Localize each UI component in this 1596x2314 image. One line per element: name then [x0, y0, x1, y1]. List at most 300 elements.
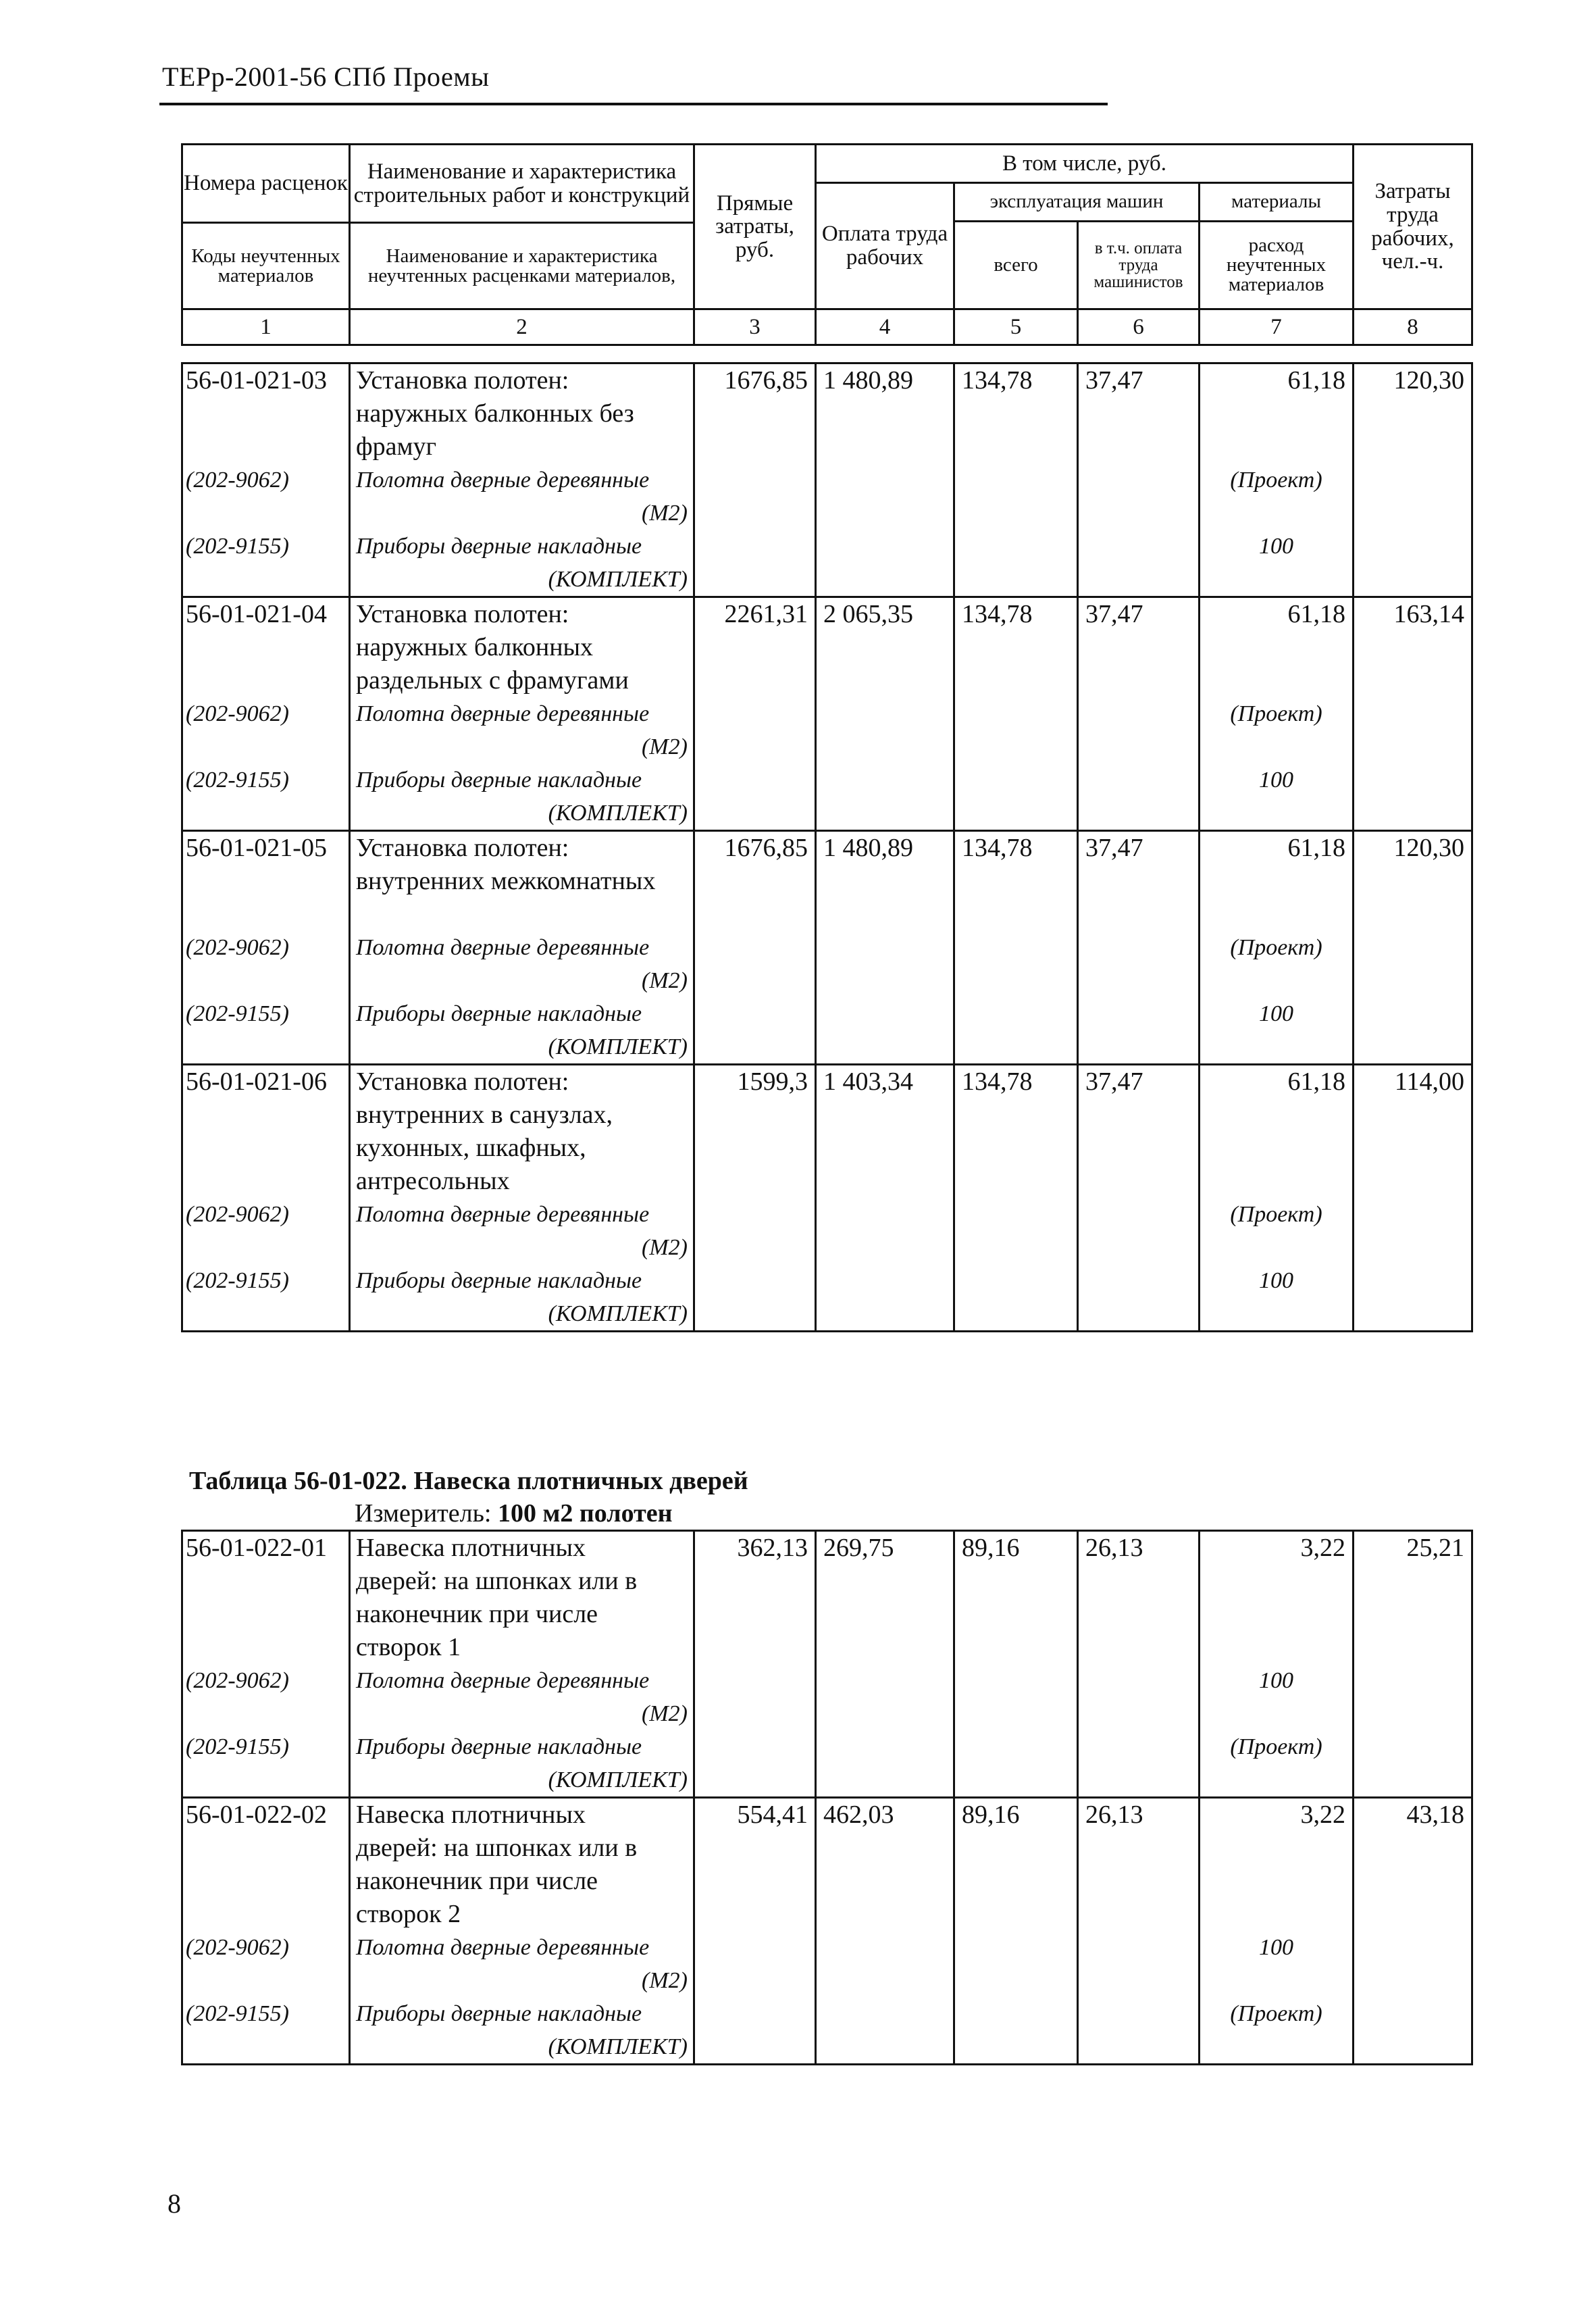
machines-total: 134,78: [954, 831, 1078, 932]
direct-costs: 1599,3: [694, 1065, 816, 1199]
empty-cell: [694, 1763, 816, 1798]
empty-cell: [1078, 1231, 1200, 1264]
empty-cell: [694, 497, 816, 530]
material-name: Полотна дверные деревянные: [350, 931, 694, 964]
material-code: (202-9062): [182, 697, 350, 730]
empty-cell: [816, 563, 954, 597]
empty-cell: [1078, 463, 1200, 497]
empty-cell: [694, 1931, 816, 1964]
rate-name-line: антресольных: [356, 1167, 510, 1195]
rate-name: [350, 363, 694, 464]
material-name: Приборы дверные накладные: [350, 997, 694, 1030]
rate-code: 56-01-021-06: [182, 1065, 350, 1199]
empty-cell: [954, 530, 1078, 563]
machines-total: 134,78: [954, 363, 1078, 464]
material-consumption: 100: [1200, 1931, 1354, 1964]
material-consumption: 100: [1200, 763, 1354, 797]
empty-cell: [1078, 1030, 1200, 1065]
material-code: (202-9062): [182, 931, 350, 964]
rate-row: [182, 597, 1472, 698]
material-consumption: 100: [1200, 1664, 1354, 1697]
col3-header: Прямые затраты, руб.: [694, 145, 816, 309]
empty-cell: [1078, 1763, 1200, 1798]
empty-cell: [816, 1730, 954, 1763]
material-unit: (КОМПЛЕКТ): [350, 1763, 694, 1798]
rate-name-line: наконечник при числе: [356, 1600, 598, 1628]
empty-cell: [1200, 2030, 1354, 2065]
page-header-title: ТЕРр-2001-56 СПб Проемы: [162, 61, 490, 92]
material-row: [182, 1730, 1472, 1763]
header-rule: [159, 103, 1108, 105]
col-number-5: 5: [954, 309, 1078, 345]
empty-cell: [816, 964, 954, 997]
empty-cell: [694, 931, 816, 964]
rate-name-line: внутренних в санузлах,: [356, 1101, 613, 1129]
material-name: Приборы дверные накладные: [350, 1264, 694, 1297]
rate-name-line: Установка полотен:: [356, 600, 569, 628]
col7-header: расход неучтенных материалов: [1200, 221, 1354, 309]
col5-header: всего: [954, 221, 1078, 309]
direct-costs: 1676,85: [694, 363, 816, 464]
material-code: (202-9155): [182, 1730, 350, 1763]
empty-cell: [182, 563, 350, 597]
material-name: Полотна дверные деревянные: [350, 1198, 694, 1231]
col-number-4: 4: [816, 309, 954, 345]
material-name: Полотна дверные деревянные: [350, 463, 694, 497]
rate-row: [182, 1798, 1472, 1932]
empty-cell: [954, 1697, 1078, 1730]
empty-cell: [1078, 1997, 1200, 2030]
empty-cell: [1078, 1198, 1200, 1231]
empty-cell: [954, 763, 1078, 797]
empty-cell: [1078, 997, 1200, 1030]
machinists-pay: 37,47: [1078, 597, 1200, 698]
empty-cell: [1078, 1697, 1200, 1730]
empty-cell: [694, 997, 816, 1030]
empty-cell: [1354, 997, 1472, 1030]
empty-cell: [816, 730, 954, 763]
machines-total: 89,16: [954, 1798, 1078, 1932]
material-unit-row: [182, 1763, 1472, 1798]
empty-cell: [1354, 697, 1472, 730]
material-consumption: (Проект): [1200, 931, 1354, 964]
empty-cell: [694, 463, 816, 497]
empty-cell: [694, 1730, 816, 1763]
empty-cell: [1354, 1697, 1472, 1730]
empty-cell: [1078, 530, 1200, 563]
empty-cell: [694, 1697, 816, 1730]
empty-cell: [1354, 1964, 1472, 1997]
empty-cell: [694, 1030, 816, 1065]
empty-cell: [1078, 964, 1200, 997]
col-number-8: 8: [1354, 309, 1472, 345]
rate-name-line: Установка полотен:: [356, 1067, 569, 1096]
labor-pay: 2 065,35: [816, 597, 954, 698]
empty-cell: [1078, 1664, 1200, 1697]
rate-name-line: наружных балконных без: [356, 399, 634, 428]
rate-code: 56-01-021-05: [182, 831, 350, 932]
empty-cell: [182, 497, 350, 530]
labor-hours: 114,00: [1354, 1065, 1472, 1199]
empty-cell: [182, 1030, 350, 1065]
empty-cell: [954, 563, 1078, 597]
direct-costs: 1676,85: [694, 831, 816, 932]
empty-cell: [816, 1664, 954, 1697]
machinists-pay: 26,13: [1078, 1798, 1200, 1932]
direct-costs: 554,41: [694, 1798, 816, 1932]
empty-cell: [694, 730, 816, 763]
material-code: (202-9062): [182, 463, 350, 497]
rates-table-022: [181, 1530, 1473, 2065]
material-name: Полотна дверные деревянные: [350, 1664, 694, 1697]
labor-pay: 1 403,34: [816, 1065, 954, 1199]
material-name: Приборы дверные накладные: [350, 1997, 694, 2030]
col1-header-bottom: Коды неучтенных материалов: [182, 223, 350, 309]
rate-name: [350, 831, 694, 932]
rate-name-line: створок 2: [356, 1900, 461, 1928]
machines-group-header: эксплуатация машин: [954, 183, 1200, 222]
col1-header-top: Номера расценок: [182, 145, 350, 223]
empty-cell: [816, 763, 954, 797]
machines-total: 89,16: [954, 1531, 1078, 1665]
rate-name: [350, 1065, 694, 1199]
labor-hours: 25,21: [1354, 1531, 1472, 1665]
rate-name-line: раздельных с фрамугами: [356, 666, 629, 695]
labor-hours: 163,14: [1354, 597, 1472, 698]
empty-cell: [1200, 1964, 1354, 1997]
material-name: Приборы дверные накладные: [350, 530, 694, 563]
labor-hours: 120,30: [1354, 363, 1472, 464]
empty-cell: [1354, 1264, 1472, 1297]
col2-header-top: Наименование и характеристика строительных работ и конструкций: [350, 145, 694, 223]
material-row: [182, 1997, 1472, 2030]
material-row: [182, 763, 1472, 797]
material-unit-row: [182, 1030, 1472, 1065]
empty-cell: [694, 1297, 816, 1332]
col6-header: в т.ч. оплата труда машинистов: [1078, 221, 1200, 309]
material-unit: (М2): [350, 497, 694, 530]
empty-cell: [816, 1997, 954, 2030]
materials-cost: 61,18: [1200, 597, 1354, 698]
empty-cell: [1354, 964, 1472, 997]
empty-cell: [954, 497, 1078, 530]
material-unit-row: [182, 497, 1472, 530]
materials-cost: 61,18: [1200, 1065, 1354, 1199]
material-consumption: (Проект): [1200, 1997, 1354, 2030]
empty-cell: [182, 1231, 350, 1264]
machinists-pay: 37,47: [1078, 831, 1200, 932]
material-row: [182, 530, 1472, 563]
empty-cell: [816, 697, 954, 730]
empty-cell: [182, 797, 350, 831]
empty-cell: [954, 2030, 1078, 2065]
material-unit: (КОМПЛЕКТ): [350, 563, 694, 597]
empty-cell: [816, 530, 954, 563]
empty-cell: [1354, 1730, 1472, 1763]
machines-total: 134,78: [954, 1065, 1078, 1199]
rate-name-line: наружных балконных: [356, 633, 594, 661]
material-unit-row: [182, 2030, 1472, 2065]
material-code: (202-9155): [182, 997, 350, 1030]
material-row: [182, 1931, 1472, 1964]
empty-cell: [1078, 1730, 1200, 1763]
empty-cell: [816, 797, 954, 831]
empty-cell: [816, 1297, 954, 1332]
labor-pay: 1 480,89: [816, 831, 954, 932]
empty-cell: [1354, 1931, 1472, 1964]
empty-cell: [182, 1297, 350, 1332]
rate-code: 56-01-021-04: [182, 597, 350, 698]
empty-cell: [1354, 463, 1472, 497]
rate-name: [350, 1531, 694, 1665]
machinists-pay: 37,47: [1078, 363, 1200, 464]
material-unit: (М2): [350, 964, 694, 997]
empty-cell: [1354, 563, 1472, 597]
empty-cell: [954, 1997, 1078, 2030]
empty-cell: [1078, 1264, 1200, 1297]
rate-name-line: Навеска плотничных: [356, 1534, 586, 1562]
empty-cell: [816, 997, 954, 1030]
empty-cell: [1354, 2030, 1472, 2065]
empty-cell: [1078, 697, 1200, 730]
material-unit: (М2): [350, 1964, 694, 1997]
empty-cell: [954, 1030, 1078, 1065]
labor-hours: 120,30: [1354, 831, 1472, 932]
empty-cell: [1200, 1030, 1354, 1065]
empty-cell: [954, 1231, 1078, 1264]
material-unit: (КОМПЛЕКТ): [350, 1297, 694, 1332]
empty-cell: [694, 1997, 816, 2030]
empty-cell: [694, 563, 816, 597]
material-code: (202-9155): [182, 1264, 350, 1297]
empty-cell: [1200, 563, 1354, 597]
empty-cell: [694, 1231, 816, 1264]
empty-cell: [954, 1264, 1078, 1297]
rate-row: [182, 363, 1472, 464]
material-code: (202-9155): [182, 763, 350, 797]
rate-row: [182, 1065, 1472, 1199]
materials-cost: 61,18: [1200, 831, 1354, 932]
empty-cell: [816, 1964, 954, 1997]
material-unit-row: [182, 1231, 1472, 1264]
material-code: (202-9062): [182, 1198, 350, 1231]
material-unit-row: [182, 964, 1472, 997]
empty-cell: [954, 1931, 1078, 1964]
measure-label: Измеритель:: [355, 1499, 498, 1528]
labor-pay: 1 480,89: [816, 363, 954, 464]
empty-cell: [954, 697, 1078, 730]
empty-cell: [816, 1763, 954, 1798]
material-consumption: 100: [1200, 530, 1354, 563]
labor-pay: 462,03: [816, 1798, 954, 1932]
rate-row: [182, 1531, 1472, 1665]
material-row: [182, 463, 1472, 497]
empty-cell: [954, 797, 1078, 831]
materials-group-header: материалы: [1200, 183, 1354, 222]
empty-cell: [182, 1763, 350, 1798]
empty-cell: [1078, 563, 1200, 597]
rate-name-line: внутренних межкомнатных: [356, 867, 656, 895]
material-code: (202-9062): [182, 1931, 350, 1964]
material-row: [182, 697, 1472, 730]
page-number: 8: [168, 2188, 181, 2219]
col-number-7: 7: [1200, 309, 1354, 345]
empty-cell: [1354, 1198, 1472, 1231]
col8-header: Затраты труда рабочих, чел.-ч.: [1354, 145, 1472, 309]
materials-cost: 3,22: [1200, 1798, 1354, 1932]
empty-cell: [954, 931, 1078, 964]
materials-cost: 3,22: [1200, 1531, 1354, 1665]
empty-cell: [954, 1664, 1078, 1697]
empty-cell: [1354, 763, 1472, 797]
rate-name-line: наконечник при числе: [356, 1867, 598, 1895]
column-header-table: [181, 143, 1473, 346]
direct-costs: 362,13: [694, 1531, 816, 1665]
empty-cell: [182, 1697, 350, 1730]
machinists-pay: 26,13: [1078, 1531, 1200, 1665]
material-consumption: (Проект): [1200, 1730, 1354, 1763]
material-consumption: (Проект): [1200, 697, 1354, 730]
material-code: (202-9062): [182, 1664, 350, 1697]
empty-cell: [1200, 964, 1354, 997]
material-unit-row: [182, 797, 1472, 831]
empty-cell: [1078, 797, 1200, 831]
empty-cell: [1200, 1763, 1354, 1798]
material-unit-row: [182, 1697, 1472, 1730]
empty-cell: [182, 1964, 350, 1997]
labor-pay: 269,75: [816, 1531, 954, 1665]
empty-cell: [1354, 1231, 1472, 1264]
direct-costs: 2261,31: [694, 597, 816, 698]
empty-cell: [1354, 931, 1472, 964]
material-unit-row: [182, 1964, 1472, 1997]
rates-table-021: [181, 362, 1473, 1332]
empty-cell: [1200, 1697, 1354, 1730]
rate-row: [182, 831, 1472, 932]
empty-cell: [182, 730, 350, 763]
col2-header-bottom: Наименование и характеристика неучтенных расценками материалов,: [350, 223, 694, 309]
empty-cell: [694, 1198, 816, 1231]
empty-cell: [1354, 1297, 1472, 1332]
empty-cell: [816, 1030, 954, 1065]
empty-cell: [1200, 797, 1354, 831]
col4-header: Оплата труда рабочих: [816, 183, 954, 309]
material-row: [182, 1198, 1472, 1231]
empty-cell: [954, 1763, 1078, 1798]
empty-cell: [694, 1664, 816, 1697]
table-measure: [355, 1499, 673, 1528]
rate-code: 56-01-022-01: [182, 1531, 350, 1665]
material-unit: (М2): [350, 730, 694, 763]
material-unit: (М2): [350, 1231, 694, 1264]
material-unit: (М2): [350, 1697, 694, 1730]
empty-cell: [1078, 2030, 1200, 2065]
empty-cell: [694, 530, 816, 563]
empty-cell: [1078, 1297, 1200, 1332]
rate-name-line: створок 1: [356, 1633, 461, 1661]
empty-cell: [1200, 1231, 1354, 1264]
material-row: [182, 1264, 1472, 1297]
material-name: Приборы дверные накладные: [350, 763, 694, 797]
empty-cell: [1354, 730, 1472, 763]
empty-cell: [816, 1264, 954, 1297]
empty-cell: [694, 2030, 816, 2065]
empty-cell: [1078, 1931, 1200, 1964]
material-row: [182, 931, 1472, 964]
table-caption: Таблица 56-01-022. Навеска плотничных дверей: [189, 1467, 748, 1495]
empty-cell: [182, 2030, 350, 2065]
empty-cell: [816, 1697, 954, 1730]
material-unit: (КОМПЛЕКТ): [350, 797, 694, 831]
empty-cell: [816, 1231, 954, 1264]
rate-name-line: дверей: на шпонках или в: [356, 1834, 638, 1862]
empty-cell: [1200, 730, 1354, 763]
empty-cell: [694, 1264, 816, 1297]
material-unit-row: [182, 730, 1472, 763]
material-row: [182, 1664, 1472, 1697]
empty-cell: [1354, 497, 1472, 530]
machines-total: 134,78: [954, 597, 1078, 698]
material-code: (202-9155): [182, 1997, 350, 2030]
empty-cell: [1200, 1297, 1354, 1332]
empty-cell: [1078, 1964, 1200, 1997]
empty-cell: [816, 497, 954, 530]
empty-cell: [1354, 1030, 1472, 1065]
empty-cell: [816, 463, 954, 497]
material-name: Полотна дверные деревянные: [350, 1931, 694, 1964]
materials-cost: 61,18: [1200, 363, 1354, 464]
rate-name-line: дверей: на шпонках или в: [356, 1567, 638, 1595]
empty-cell: [1354, 1763, 1472, 1798]
empty-cell: [954, 463, 1078, 497]
material-consumption: (Проект): [1200, 463, 1354, 497]
empty-cell: [1078, 497, 1200, 530]
empty-cell: [954, 1198, 1078, 1231]
col-number-3: 3: [694, 309, 816, 345]
empty-cell: [954, 1297, 1078, 1332]
material-row: [182, 997, 1472, 1030]
empty-cell: [816, 1198, 954, 1231]
rate-code: 56-01-022-02: [182, 1798, 350, 1932]
col-number-1: 1: [182, 309, 350, 345]
empty-cell: [1354, 1664, 1472, 1697]
empty-cell: [694, 797, 816, 831]
col-number-6: 6: [1078, 309, 1200, 345]
rate-name-line: Навеска плотничных: [356, 1801, 586, 1829]
rate-name: [350, 1798, 694, 1932]
material-code: (202-9155): [182, 530, 350, 563]
empty-cell: [954, 1730, 1078, 1763]
empty-cell: [954, 997, 1078, 1030]
material-unit: (КОМПЛЕКТ): [350, 2030, 694, 2065]
measure-value: 100 м2 полотен: [498, 1499, 673, 1528]
empty-cell: [1078, 730, 1200, 763]
empty-cell: [954, 964, 1078, 997]
material-consumption: 100: [1200, 997, 1354, 1030]
material-consumption: 100: [1200, 1264, 1354, 1297]
material-consumption: (Проект): [1200, 1198, 1354, 1231]
empty-cell: [1078, 931, 1200, 964]
empty-cell: [694, 1964, 816, 1997]
material-unit-row: [182, 563, 1472, 597]
empty-cell: [816, 931, 954, 964]
machinists-pay: 37,47: [1078, 1065, 1200, 1199]
empty-cell: [1354, 530, 1472, 563]
material-unit: (КОМПЛЕКТ): [350, 1030, 694, 1065]
empty-cell: [694, 697, 816, 730]
material-unit-row: [182, 1297, 1472, 1332]
rate-name-line: Установка полотен:: [356, 366, 569, 395]
